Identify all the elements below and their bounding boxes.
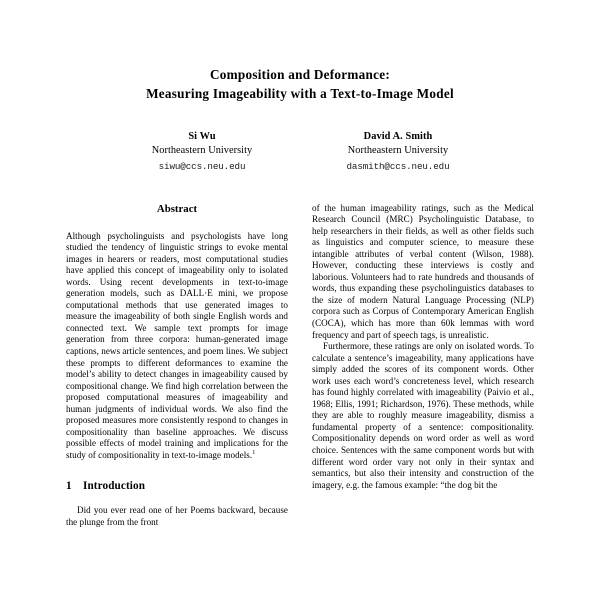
right-column-paragraph-2: Furthermore, these ratings are only on isolated words. To calculate a sentence’s imageability, many applications have simply added the scores of its component words. Other work uses each word’s concreteness level, which research has found highly correlated with imageability (Paivio et al., 1968; Ellis, 1991; Richardson, 1976). These methods, while they are able to roughly measure imageability, dismiss a fundamental property of a sentence: compositionality. Compositionality depends on word order as well as word choice. Sentences with the same component words but with different word order vary not only in their syntax and semantics, but also their intensity and construction of the imagery, e.g. the famous example: “the dog bit the	[312, 341, 534, 490]
title-block	[66, 0, 534, 103]
section-number: 1	[66, 480, 72, 493]
author-affiliation: Northeastern University	[347, 145, 449, 156]
right-column-paragraph-1: of the human imageability ratings, such as the Medical Research Council (MRC) Psycholinguistic Database, to help researchers in their fields, as well as other fields such as linguistics and computer science, to measure these intangible attributes of verbal content (Wilson, 1988). However, conducting these interviews is costly and laborious. Volunteers had to rate hundreds and thousands of words, thus expanding these psycholinguistics databases to the size of modern Natural Language Processing (NLP) corpora such as Corpus of Contemporary American English (COCA), which has more than 60k lemmas with word frequency and part of speech tags, is unrealistic.	[312, 202, 534, 340]
abstract-paragraph	[66, 231, 288, 462]
page-title-line-2: Measuring Imageability with a Text-to-Image Model	[146, 85, 454, 101]
author-entry-2	[300, 130, 496, 174]
section-heading-introduction	[66, 480, 288, 493]
section-title: Introduction	[83, 480, 146, 493]
column-right	[312, 203, 534, 492]
author-affiliation: Northeastern University	[151, 145, 253, 156]
author-block	[66, 130, 534, 174]
body-columns	[66, 203, 534, 529]
section-paragraph: Did you ever read one of her Poems backward, because the plunge from the front	[66, 505, 288, 527]
page-title-line-1: Composition and Deformance:	[209, 67, 391, 82]
abstract-heading: Abstract	[156, 202, 198, 215]
author-email[interactable]: dasmith@ccs.neu.edu	[346, 160, 450, 172]
author-name: Si Wu	[188, 131, 216, 142]
abstract-text: Although psycholinguists and psychologists have long studied the tendency of linguistic strings to evoke mental images in hearers or readers, most computational studies have applied this concept of imageability only to isolated words. Using recent developments in text-to-image generation models, such as DALL·E mini, we propose computational methods that use generated images to measure the imageability of both single English words and connected text. We sample text prompts for image generation from three corpora: human-generated image captions, news article sentences, and poem lines. We subject these prompts to different deformances to examine the model’s ability to detect changes in imageability caused by compositional change. We find high correlation between the proposed computational measures of imageability and human judgments of individual words. We also find the proposed measures more consistently respond to changes in compositionality than baseline approaches. We discuss possible effects of model training and implications for the study of compositionality in text-to-image models.	[66, 230, 288, 460]
author-name: David A. Smith	[363, 131, 433, 142]
author-email[interactable]: siwu@ccs.neu.edu	[158, 160, 246, 172]
footnote-marker[interactable]: 1	[252, 448, 256, 456]
author-entry-1	[104, 130, 300, 174]
column-left	[66, 203, 288, 529]
